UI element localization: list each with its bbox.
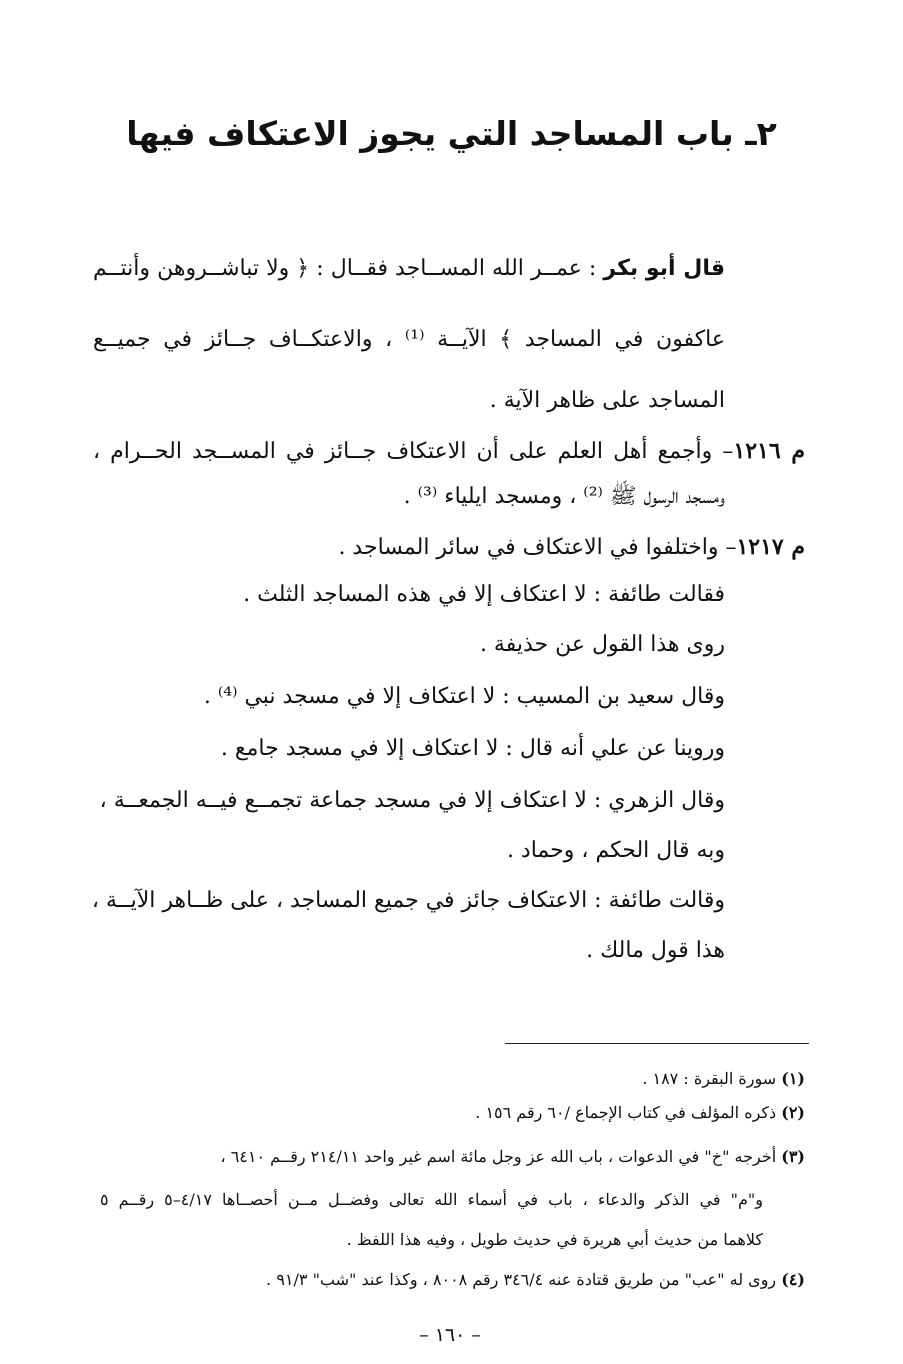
footnote-text: سورة البقرة : ١٨٧ . bbox=[642, 1069, 777, 1088]
footnote bbox=[266, 1267, 805, 1293]
body-text: : عمــر الله المســاجد فقــال : ﴿ ولا تباشــروهن وأنتــم bbox=[93, 256, 597, 281]
body-line: وقال سعيد بن المسيب : لا اعتكاف إلا في مسجد نبي ⁽⁴⁾ . bbox=[203, 684, 725, 709]
footnote-mark: (٤) bbox=[781, 1270, 805, 1289]
footnote-mark: (٣) bbox=[781, 1147, 805, 1166]
body-line bbox=[93, 252, 725, 286]
body-line: عاكفون في المساجد ﴾ الآيــة ⁽¹⁾ ، والاعتكــاف جــائز في جميــع bbox=[93, 327, 725, 352]
footnote-continuation: و"م" في الذكر والدعاء ، باب في أسماء الله تعالى وفضــل مــن أحصــاها ٤/١٧–٥ رقــم ٥ bbox=[100, 1190, 763, 1209]
paragraph-number: م ١٢١٧ bbox=[736, 534, 805, 560]
speaker-label: قال أبو بكر bbox=[603, 256, 725, 281]
footnote-separator bbox=[505, 1043, 809, 1044]
body-text: – وأجمع أهل العلم على أن الاعتكاف جــائز في المســجد الحــرام ، bbox=[93, 439, 734, 464]
footnote bbox=[475, 1100, 805, 1126]
chapter-title: ٢ـ باب المساجد التي يجوز الاعتكاف فيها bbox=[126, 114, 777, 153]
body-line: وقالت طائفة : الاعتكاف جائز في جميع المساجد ، على ظــاهر الآيــة ، bbox=[91, 888, 725, 913]
numbered-paragraph bbox=[338, 530, 805, 565]
body-line: ومسجد الرسول ﷺ ⁽²⁾ ، ومسجد ايلياء ⁽³⁾ . bbox=[403, 484, 725, 509]
footnote-text: ذكره المؤلف في كتاب الإجماع /٦٠ رقم ١٥٦ . bbox=[475, 1103, 777, 1122]
footnote-continuation: كلاهما من حديث أبي هريرة في حديث طويل ، وفيه هذا اللفظ . bbox=[346, 1230, 763, 1249]
body-line: وقال الزهري : لا اعتكاف إلا في مسجد جماعة تجمــع فيــه الجمعــة ، bbox=[99, 788, 725, 813]
body-line: روى هذا القول عن حذيفة . bbox=[479, 632, 725, 657]
footnote bbox=[220, 1144, 805, 1170]
footnote bbox=[642, 1066, 805, 1092]
paragraph-number: م ١٢١٦ bbox=[733, 438, 805, 464]
body-line: المساجد على ظاهر الآية . bbox=[489, 388, 725, 413]
page-number: – ١٦٠ – bbox=[419, 1324, 481, 1346]
body-line: وروينا عن علي أنه قال : لا اعتكاف إلا في مسجد جامع . bbox=[220, 736, 725, 761]
footnote-mark: (٢) bbox=[781, 1103, 805, 1122]
body-line: فقالت طائفة : لا اعتكاف إلا في هذه المساجد الثلث . bbox=[243, 582, 725, 607]
footnote-text: أخرجه "خ" في الدعوات ، باب الله عز وجل مائة اسم غير واحد ٢١٤/١١ رقــم ٦٤١٠ ، bbox=[220, 1147, 777, 1166]
body-line: وبه قال الحكم ، وحماد . bbox=[506, 838, 725, 863]
footnote-text: روى له "عب" من طريق قتادة عنه ٣٤٦/٤ رقم ٨٠٠٨ ، وكذا عند "شب" ٩١/٣ . bbox=[266, 1270, 777, 1289]
footnote-mark: (١) bbox=[781, 1069, 805, 1088]
numbered-paragraph bbox=[93, 434, 805, 469]
body-line: هذا قول مالك . bbox=[586, 938, 725, 963]
body-text: – واختلفوا في الاعتكاف في سائر المساجد . bbox=[338, 535, 737, 560]
